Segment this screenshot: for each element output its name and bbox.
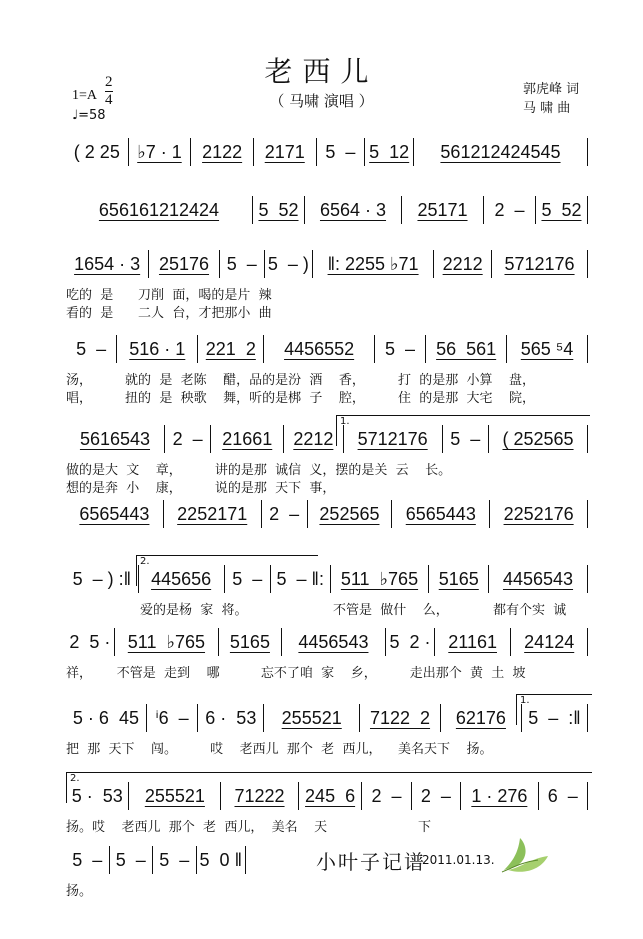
score-row bbox=[66, 250, 588, 278]
measure: 245 6 bbox=[299, 782, 362, 810]
measure: 5 – bbox=[225, 565, 271, 593]
measure: 5 – bbox=[317, 138, 366, 166]
measure: 1654 · 3 bbox=[66, 250, 149, 278]
measure: 5 · 6 45 bbox=[66, 704, 147, 732]
score-row bbox=[66, 138, 588, 166]
date: 2011.01.13. bbox=[422, 853, 495, 867]
measure: 4456552 bbox=[264, 335, 374, 363]
volta-bracket: 2. bbox=[136, 555, 318, 586]
score-row bbox=[66, 335, 588, 363]
measure: 2 – bbox=[484, 196, 536, 224]
measure: 2212 bbox=[284, 425, 344, 453]
measure: 6 – bbox=[539, 782, 588, 810]
measure: 5 – bbox=[110, 846, 154, 874]
measure: 21161 bbox=[435, 628, 512, 656]
measure: 516 · 1 bbox=[117, 335, 198, 363]
measure: 4456543 bbox=[489, 565, 588, 593]
lyrics-line: 做的是大 文 章， 讲的是那 诚信 义，摆的是关 云 长。 bbox=[66, 463, 452, 478]
lyrics-line: 看的 是 二人 台，才把那小 曲 bbox=[66, 306, 272, 321]
lyricist: 郭虎峰 词 bbox=[523, 82, 580, 97]
measure: 5165 bbox=[429, 565, 489, 593]
measure: 5712176 bbox=[344, 425, 443, 453]
lyrics-line: 把 那 天下 闯。 哎 老西儿 那个 老 西儿， 美名天下 扬。 bbox=[66, 742, 493, 757]
measure: 2 – bbox=[262, 500, 308, 528]
subtitle: （ 马啸 演唱 ） bbox=[269, 92, 374, 110]
measure: 5 – bbox=[153, 846, 197, 874]
measure: 56 561 bbox=[426, 335, 507, 363]
measure: 255521 bbox=[264, 704, 360, 732]
measure: 2252176 bbox=[490, 500, 588, 528]
time-numerator: 2 bbox=[105, 74, 113, 90]
measure: 62176 bbox=[441, 704, 522, 732]
credits bbox=[523, 80, 579, 118]
green-leaf-icon bbox=[498, 832, 554, 876]
measure: 5 12 bbox=[365, 138, 414, 166]
measure: 565 ⁵4 bbox=[507, 335, 588, 363]
measure: 5165 bbox=[219, 628, 282, 656]
lyrics-line: 吃的 是 刀削 面，喝的是片 辣 bbox=[66, 288, 272, 303]
measure: 5 – bbox=[66, 335, 117, 363]
measure: 4456543 bbox=[282, 628, 386, 656]
lyrics-line: 都有个实 诚 bbox=[493, 603, 567, 618]
measure: 71222 bbox=[221, 782, 299, 810]
measure: 2 – bbox=[165, 425, 211, 453]
measure: 2 5 · bbox=[66, 628, 115, 656]
measure: 7122 2 bbox=[360, 704, 441, 732]
measure: ‖: 2255 ♭71 bbox=[313, 250, 434, 278]
measure: 221 2 bbox=[198, 335, 264, 363]
measure: 2171 bbox=[254, 138, 317, 166]
measure: ♭7 · 1 bbox=[129, 138, 192, 166]
measure: 21661 bbox=[211, 425, 284, 453]
measure: 5 – ‖: bbox=[271, 565, 331, 593]
measure: 445656 bbox=[139, 565, 225, 593]
measure: 6564 · 3 bbox=[305, 196, 402, 224]
measure: 252565 bbox=[308, 500, 393, 528]
measure: 25171 bbox=[402, 196, 484, 224]
volta-bracket: 1. bbox=[336, 415, 590, 446]
measure: ⁱ6 – bbox=[147, 704, 198, 732]
lyrics-line: 想的是奔 小 康， 说的是那 天下 事， bbox=[66, 481, 336, 496]
measure: 5 2 · bbox=[386, 628, 435, 656]
measure: 561212424545 bbox=[414, 138, 588, 166]
score-row bbox=[66, 196, 588, 224]
score-row bbox=[66, 846, 246, 874]
lyrics-line: 汤， 就的 是 老陈 醋，品的是汾 酒 香， 打 的是那 小算 盘， bbox=[66, 373, 536, 388]
measure: 5 – ) bbox=[265, 250, 313, 278]
measure: 5 – bbox=[66, 846, 110, 874]
lyrics-line: 扬。 bbox=[66, 884, 93, 899]
time-signature bbox=[105, 74, 113, 109]
measure: 24124 bbox=[511, 628, 588, 656]
lyrics-line: 祥， 不管是 走到 哪 忘不了咱 家 乡， 走出那个 黄 土 坡 bbox=[66, 666, 526, 681]
measure: 6 · 53 bbox=[198, 704, 264, 732]
time-denominator: 4 bbox=[105, 92, 113, 108]
signature: 小叶子记谱 bbox=[316, 850, 426, 874]
measure: 2252171 bbox=[164, 500, 262, 528]
measure: 5 – bbox=[443, 425, 489, 453]
measure: 2 – bbox=[412, 782, 461, 810]
score-row bbox=[66, 500, 588, 528]
measure: 511 ♭765 bbox=[115, 628, 219, 656]
volta-bracket: 2. bbox=[66, 772, 592, 803]
measure: 656161212424 bbox=[66, 196, 253, 224]
quarter-note-icon: ♩ bbox=[72, 108, 79, 123]
measure: 5712176 bbox=[492, 250, 588, 278]
measure: 5 52 bbox=[253, 196, 305, 224]
lyrics-line: 不管是 做什 么， bbox=[333, 603, 449, 618]
measure: 5 – :‖ bbox=[522, 704, 588, 732]
lyrics-line: 爱的是杨 家 将。 bbox=[140, 603, 248, 618]
measure: 5 – bbox=[375, 335, 426, 363]
measure: 25176 bbox=[149, 250, 220, 278]
measure: 5 · 53 bbox=[66, 782, 129, 810]
lyrics-line: 扬。哎 老西儿 那个 老 西儿， 美名 天 下 bbox=[66, 820, 432, 835]
measure: 2 – bbox=[362, 782, 411, 810]
composer: 马 啸 曲 bbox=[523, 101, 571, 116]
measure: 511 ♭765 bbox=[331, 565, 430, 593]
measure: 2122 bbox=[191, 138, 254, 166]
volta-bracket: 1. bbox=[516, 694, 592, 725]
key-signature: 1=A bbox=[72, 88, 98, 103]
measure: 5 – bbox=[220, 250, 265, 278]
measure: 1 · 276 bbox=[461, 782, 539, 810]
page-title: 老西儿 bbox=[264, 55, 379, 88]
score-row bbox=[66, 704, 588, 732]
tempo-marking: ♩=58 bbox=[72, 108, 106, 123]
measure: 6565443 bbox=[392, 500, 490, 528]
measure: 2212 bbox=[434, 250, 492, 278]
measure: ( 2 25 bbox=[66, 138, 129, 166]
measure: 5616543 bbox=[66, 425, 165, 453]
measure: 255521 bbox=[129, 782, 221, 810]
measure: 5 – ) :‖ bbox=[66, 565, 139, 593]
measure: ( 252565 bbox=[489, 425, 588, 453]
measure: 6565443 bbox=[66, 500, 164, 528]
measure: 5 0 ‖ bbox=[197, 846, 246, 874]
measure: 5 52 bbox=[536, 196, 588, 224]
score-row bbox=[66, 628, 588, 656]
lyrics-line: 唱， 扭的 是 秧歌 舞，听的是梆 子 腔， 住 的是那 大宅 院， bbox=[66, 391, 536, 406]
